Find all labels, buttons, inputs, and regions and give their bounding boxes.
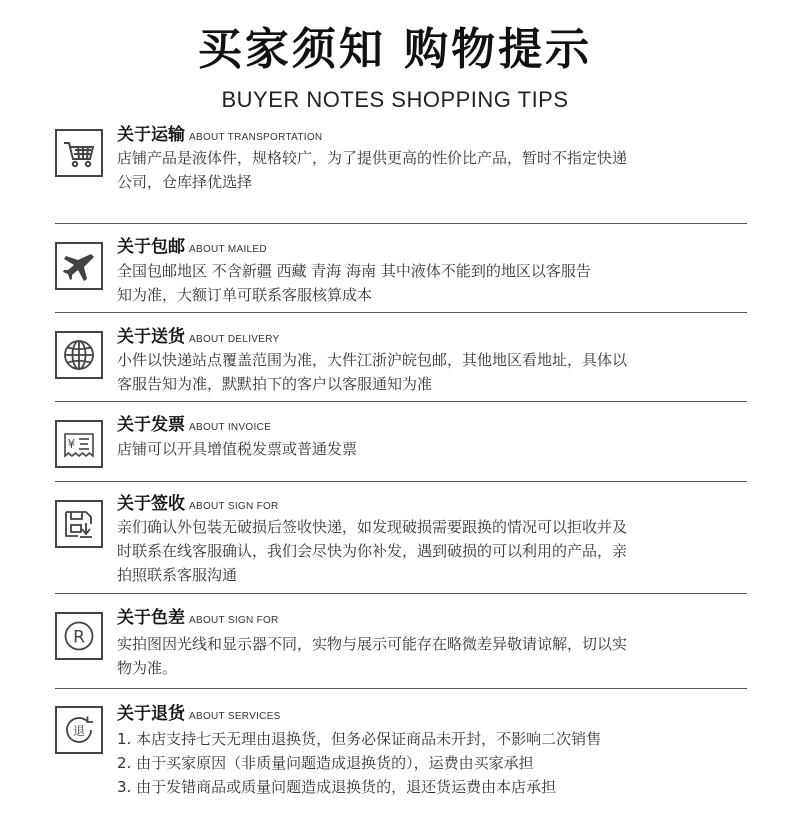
- section-body: [117, 515, 737, 587]
- page-title: 买家须知 购物提示: [197, 24, 593, 75]
- body-line: 全国包邮地区 不含新疆 西藏 青海 海南 其中液体不能到的地区以客服告: [117, 262, 591, 280]
- section-heading: [117, 236, 267, 261]
- invoice-icon: [55, 420, 103, 468]
- page-subtitle: BUYER NOTES SHOPPING TIPS: [221, 87, 569, 112]
- section-en-title: ABOUT SIGN FOR: [189, 501, 279, 512]
- body-line: 店铺可以开具增值税发票或普通发票: [117, 440, 358, 458]
- section-title: 关于签收: [117, 494, 185, 514]
- section-body: [117, 259, 737, 307]
- section-body: [117, 348, 737, 396]
- divider: [55, 481, 747, 482]
- body-line: 客服告知为准，默默拍下的客户以客服通知为准: [117, 375, 433, 393]
- shopping-cart-icon: [55, 129, 103, 177]
- registered-icon: [55, 612, 103, 660]
- section-en-title: ABOUT INVOICE: [189, 422, 272, 433]
- section-en-title: ABOUT DELIVERY: [189, 334, 280, 345]
- divider: [55, 312, 747, 313]
- section-title: 关于包邮: [117, 237, 185, 257]
- body-line: 亲们确认外包装无破损后签收快递，如发现破损需要跟换的情况可以拒收并及: [117, 518, 628, 536]
- body-line: 物为准。: [117, 659, 178, 677]
- section-body: [117, 437, 737, 461]
- body-line: 公司，仓库择优选择: [117, 173, 253, 191]
- body-line: 小件以快递站点覆盖范围为准，大件江浙沪皖包邮，其他地区看地址，具体以: [117, 351, 628, 369]
- body-line: 2. 由于买家原因（非质量问题造成退换货的），运费由买家承担: [117, 754, 534, 772]
- body-line: 时联系在线客服确认，我们会尽快为你补发，遇到破损的可以利用的产品，亲: [117, 542, 628, 560]
- globe-icon: [55, 331, 103, 379]
- svg-text:R: R: [73, 627, 85, 648]
- divider: [55, 688, 747, 689]
- section-en-title: ABOUT MAILED: [189, 244, 267, 255]
- section-en-title: ABOUT SERVICES: [189, 711, 281, 722]
- section-heading: [117, 414, 271, 439]
- divider: [55, 593, 747, 594]
- section-title: 关于送货: [117, 327, 185, 347]
- body-line: 1. 本店支持七天无理由退换货，但务必保证商品未开封，不影响二次销售: [117, 730, 602, 748]
- divider: [55, 401, 747, 402]
- section-heading: [117, 607, 279, 632]
- return-icon: [55, 706, 103, 754]
- section-title: 关于运输: [117, 125, 185, 145]
- return-icon-glyph: 退: [72, 724, 86, 738]
- body-line: 知为准，大额订单可联系客服核算成本: [117, 286, 373, 304]
- section-en-title: ABOUT SIGN FOR: [189, 615, 279, 626]
- body-line: 店铺产品是液体件，规格较广，为了提供更高的性价比产品，暂时不指定快递: [117, 149, 628, 167]
- section-body: [117, 146, 737, 194]
- section-heading: [117, 703, 281, 728]
- divider: [55, 223, 747, 224]
- section-title: 关于色差: [117, 608, 185, 628]
- airplane-icon: [55, 242, 103, 290]
- section-title: 关于退货: [117, 704, 185, 724]
- section-title: 关于发票: [117, 415, 185, 435]
- svg-text:¥: ¥: [67, 437, 76, 451]
- body-line: 3. 由于发错商品或质量问题造成退换货的，退还货运费由本店承担: [117, 778, 557, 796]
- section-body: [117, 632, 737, 680]
- section-en-title: ABOUT TRANSPORTATION: [189, 132, 323, 143]
- sign-for-icon: [55, 500, 103, 548]
- section-body: [117, 727, 737, 799]
- body-line: 拍照联系客服沟通: [117, 566, 238, 584]
- body-line: 实拍图因光线和显示器不同，实物与展示可能存在略微差异敬请谅解，切以实: [117, 635, 628, 653]
